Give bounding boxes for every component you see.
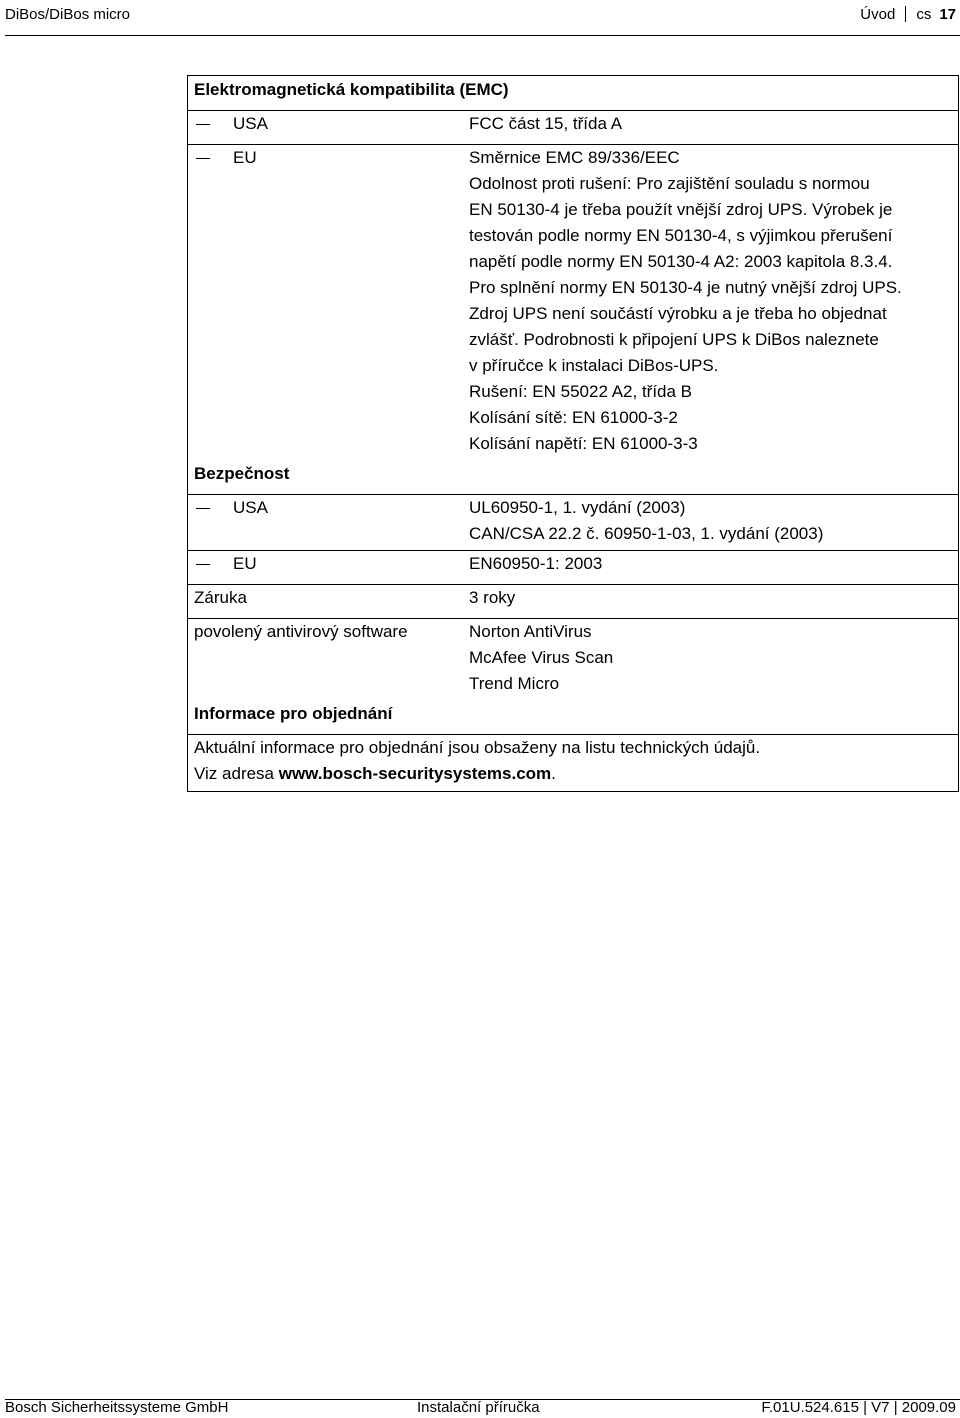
footer-date: 2009.09 — [901, 1399, 956, 1416]
dash-marker — [196, 158, 210, 159]
safety-eu-label: EU — [233, 554, 257, 573]
emc-eu-line: Pro splnění normy EN 50130-4 je nutný vnější zdroj UPS. — [469, 278, 902, 297]
antivirus-item: Trend Micro — [469, 674, 560, 693]
ordering-address — [194, 761, 556, 787]
emc-eu-line: Kolísání napětí: EN 61000-3-3 — [469, 434, 698, 453]
emc-eu-label: EU — [233, 148, 257, 167]
footer-doc-type: Instalační příručka — [417, 1399, 540, 1416]
safety-usa-label: USA — [233, 498, 268, 517]
footer-doc-info: F.01U.524.615 | V7 | 2009.09 — [761, 1399, 956, 1416]
header-title: DiBos/DiBos micro — [5, 6, 131, 23]
emc-eu-line: v příručce k instalaci DiBos-UPS. — [469, 356, 719, 375]
warranty-value: 3 roky — [469, 588, 516, 607]
header-lang: cs — [916, 6, 932, 23]
emc-title: Elektromagnetická kompatibilita (EMC) — [194, 80, 509, 99]
emc-eu-line: Kolísání sítě: EN 61000-3-2 — [469, 408, 678, 427]
ordering-text: Aktuální informace pro objednání jsou obsaženy na listu technických údajů. — [194, 738, 761, 757]
footer-version: V7 — [871, 1399, 890, 1416]
emc-eu-line: testován podle normy EN 50130-4, s výjimkou přerušení — [469, 226, 893, 245]
emc-eu-line: zvlášť. Podrobnosti k připojení UPS k DiBos naleznete — [469, 330, 879, 349]
safety-usa-line: CAN/CSA 22.2 č. 60950-1-03, 1. vydání (2003) — [469, 524, 824, 543]
header-separator — [905, 6, 906, 22]
header-chapter: Úvod — [860, 6, 896, 23]
emc-eu-line: Rušení: EN 55022 A2, třída B — [469, 382, 693, 401]
ordering-url-link[interactable]: www.bosch-securitysystems.com — [278, 764, 552, 783]
dash-marker — [196, 124, 210, 125]
header-rule — [5, 35, 960, 36]
safety-eu-value: EN60950-1: 2003 — [469, 554, 603, 573]
header-right — [860, 6, 956, 23]
ordering-title: Informace pro objednání — [194, 704, 393, 723]
safety-title: Bezpečnost — [194, 464, 290, 483]
row-divider — [188, 584, 959, 585]
emc-usa-label: USA — [233, 114, 268, 133]
emc-eu-line: napětí podle normy EN 50130-4 A2: 2003 kapitola 8.3.4. — [469, 252, 893, 271]
emc-eu-line: Odolnost proti rušení: Pro zajištění souladu s normou — [469, 174, 870, 193]
dash-marker — [196, 508, 210, 509]
antivirus-label: povolený antivirový software — [194, 622, 408, 641]
warranty-label: Záruka — [194, 588, 247, 607]
ordering-address-suffix: . — [551, 764, 556, 783]
antivirus-item: Norton AntiVirus — [469, 622, 592, 641]
emc-usa-value: FCC část 15, třída A — [469, 114, 623, 133]
antivirus-item: McAfee Virus Scan — [469, 648, 614, 667]
footer-doc-id: F.01U.524.615 — [761, 1399, 859, 1416]
safety-usa-line: UL60950-1, 1. vydání (2003) — [469, 498, 686, 517]
emc-eu-line: EN 50130-4 je třeba použít vnější zdroj UPS. Výrobek je — [469, 200, 893, 219]
page-header — [0, 0, 960, 36]
spec-table — [187, 75, 959, 792]
dash-marker — [196, 564, 210, 565]
emc-eu-line: Směrnice EMC 89/336/EEC — [469, 148, 680, 167]
ordering-address-prefix: Viz adresa — [194, 764, 279, 783]
page-number: 17 — [939, 6, 956, 23]
emc-eu-line: Zdroj UPS není součástí výrobku a je třeba ho objednat — [469, 304, 887, 323]
footer-company: Bosch Sicherheitssysteme GmbH — [5, 1399, 229, 1416]
